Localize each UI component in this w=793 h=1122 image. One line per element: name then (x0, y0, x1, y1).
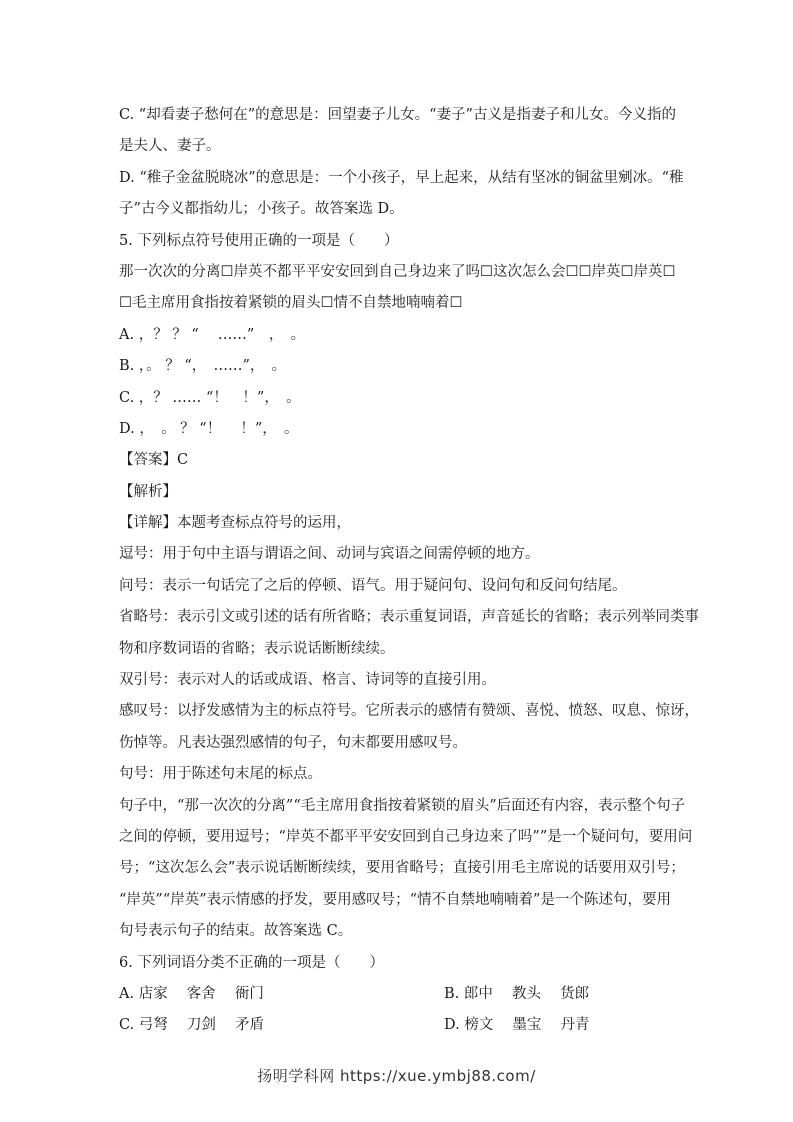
text-line: 之间的停顿，要用逗号；“岸英不都平平安安回到自己身边来了吗””是一个疑问句，要用问 (119, 828, 693, 845)
text-line: 句号表示句子的结束。故答案选 C。 (119, 923, 353, 940)
options-row (119, 1010, 679, 1041)
option-a: A. ，？ ？ “ ……” ， 。 (119, 326, 306, 343)
text-line: 物和序数词语的省略；表示说话断断续续。 (119, 640, 395, 657)
question-6-stem: 6. 下列词语分类不正确的一项是（ ） (119, 954, 384, 971)
text-line: C. “却看妻子愁何在”的意思是：回望妻子儿女。“妻子”古义是指妻子和儿女。今义指的 (119, 107, 676, 123)
option-left: A. 店家 客舍 衙门 (119, 985, 264, 1002)
option-c: C. ，？ …… “！ ！”， 。 (119, 389, 301, 406)
option-right: B. 郎中 教头 货郎 (444, 985, 590, 1002)
text-line: ☐毛主席用食指按着紧锁的眉头☐情不自禁地喃喃着☐ (119, 295, 463, 312)
text-line: 那一次次的分离☐岸英不都平平安安回到自己身边来了吗☐这次怎么会☐☐岸英☐岸英☐ (119, 263, 676, 280)
option-d: D. ， 。 ？ “！ ！”， 。 (119, 420, 299, 437)
options-row (119, 979, 679, 1010)
text-line: 省略号：表示引文或引述的话有所省略；表示重复词语，声音延长的省略；表示列举同类事 (119, 609, 699, 626)
text-line: 问号：表示一句话完了之后的停顿、语气。用于疑问句、设问句和反问句结尾。 (119, 577, 627, 594)
text-line: 号；“这次怎么会”表示说话断断续续，要用省略号；直接引用毛主席说的话要用双引号； (119, 860, 685, 877)
question-5-stem: 5. 下列标点符号使用正确的一项是（ ） (119, 232, 399, 249)
text-line: “岸英”“岸英”表示情感的抒发，要用感叹号；“情不自禁地喃喃着”是一个陈述句，要用 (119, 891, 671, 908)
text-line: 逗号：用于句中主语与谓语之间、动词与宾语之间需停顿的地方。 (119, 546, 540, 563)
text-line: D. “稚子金盆脱晓冰”的意思是：一个小孩子，早上起来，从结有坚冰的铜盆里剜冰。“稚 (119, 169, 684, 186)
option-left: C. 弓弩 刀剑 矛盾 (119, 1017, 265, 1034)
text-line: 句子中，“那一次次的分离”“毛主席用食指按着紧锁的眉头”后面还有内容，表示整个句子 (119, 797, 686, 814)
text-line: 子”古今义都指幼儿；小孩子。故答案选 D。 (119, 201, 404, 218)
text-line: 是夫人、妻子。 (119, 138, 221, 155)
detail-label: 【详解】本题考查标点符号的运用， (119, 515, 351, 532)
page-footer: 扬明学科网 https://xue.ymbj88.com/ (257, 1067, 536, 1085)
analysis-label: 【解析】 (119, 483, 177, 500)
text-line: 句号：用于陈述句末尾的标点。 (119, 766, 322, 783)
document-body (119, 100, 699, 1042)
option-right: D. 榜文 墨宝 丹青 (444, 1017, 590, 1034)
text-line: 伤悼等。凡表达强烈感情的句子，句末都要用感叹号。 (119, 734, 467, 751)
answer-label: 【答案】C (119, 452, 189, 469)
text-line: 双引号：表示对人的话或成语、格言、诗词等的直接引用。 (119, 672, 496, 689)
option-b: B. ，。 ？ “， ……”， 。 (119, 358, 287, 375)
text-line: 感叹号：以抒发感情为主的标点符号。它所表示的感情有赞颂、喜悦、愤怒、叹息、惊讶， (119, 703, 699, 720)
